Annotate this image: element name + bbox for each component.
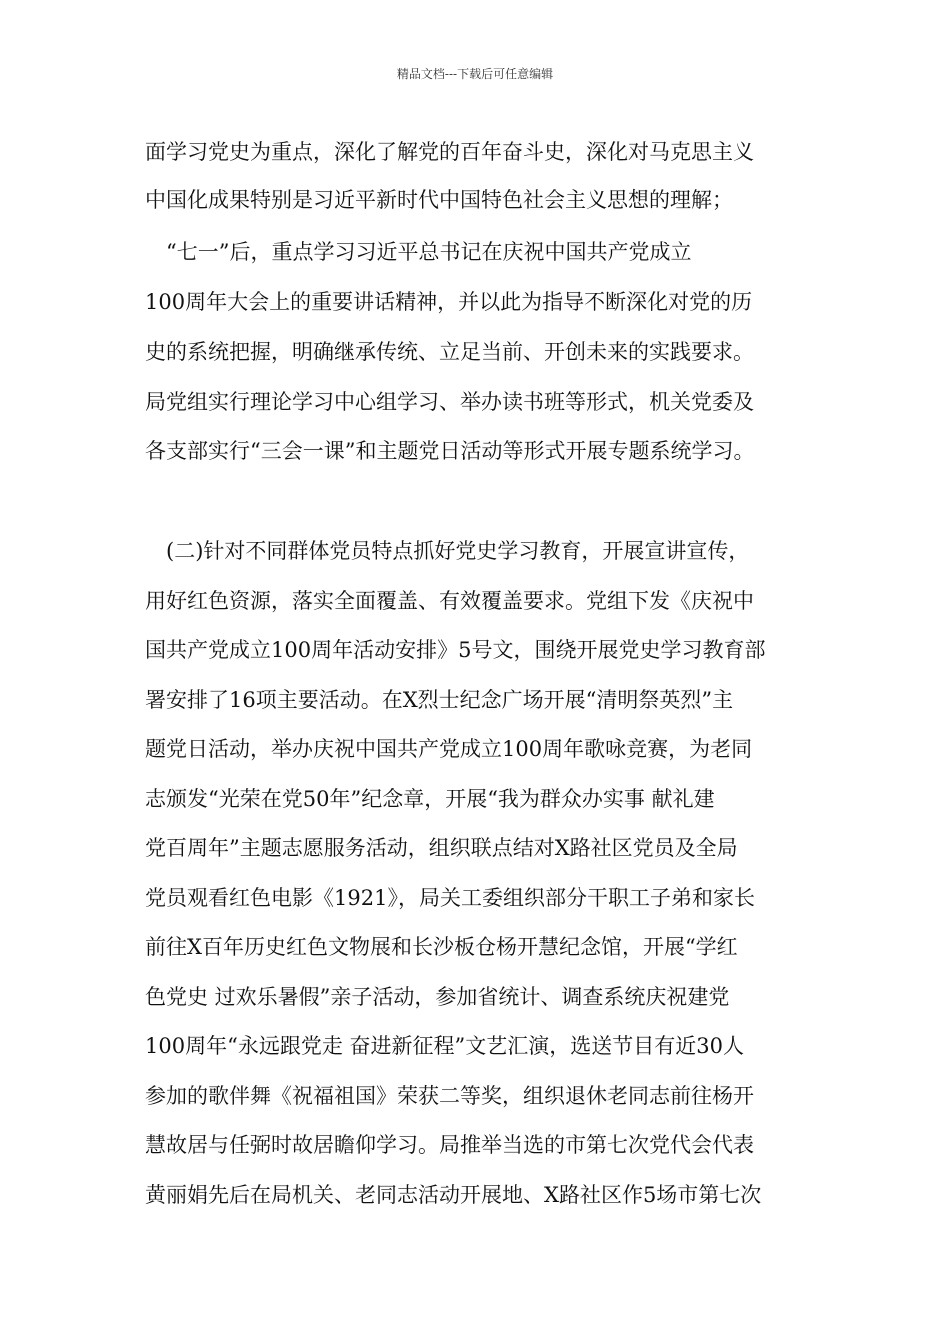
text-line: 参加的歌伴舞《祝福祖国》荣获二等奖，组织退休老同志前往杨开 <box>145 1084 754 1108</box>
text-line: 黄丽娟先后在局机关、老同志活动开展地、X路社区作5场市第七次 <box>145 1183 762 1207</box>
text-line: (二)针对不同群体党员特点抓好党史学习教育，开展宣讲宣传， <box>145 539 750 563</box>
text-line: 署安排了16项主要活动。在X烈士纪念广场开展“清明祭英烈”主 <box>145 688 734 712</box>
text-line: “七一”后，重点学习习近平总书记在庆祝中国共产党成立 <box>145 240 692 264</box>
text-line: 党百周年”主题志愿服务活动，组织联点结对X路社区党员及全局 <box>145 836 738 860</box>
text-line: 前往X百年历史红色文物展和长沙板仓杨开慧纪念馆，开展“学红 <box>145 935 738 959</box>
text-line: 各支部实行“三会一课”和主题党日活动等形式开展专题系统学习。 <box>145 439 755 463</box>
text-line: 局党组实行理论学习中心组学习、举办读书班等形式，机关党委及 <box>145 390 754 414</box>
page-header: 精品文档---下载后可任意编辑 <box>396 67 554 81</box>
text-line: 100周年大会上的重要讲话精神，并以此为指导不断深化对党的历 <box>145 290 753 314</box>
text-line: 用好红色资源，落实全面覆盖、有效覆盖要求。党组下发《庆祝中 <box>145 589 754 613</box>
text-line: 100周年“永远跟党走 奋进新征程”文艺汇演，选送节目有近30人 <box>145 1034 744 1058</box>
text-line: 慧故居与任弼时故居瞻仰学习。局推举当选的市第七次党代会代表 <box>145 1133 754 1157</box>
text-line: 面学习党史为重点，深化了解党的百年奋斗史，深化对马克思主义 <box>145 140 754 164</box>
text-line: 党员观看红色电影《1921》，局关工委组织部分干职工子弟和家长 <box>145 886 755 910</box>
text-line: 志颁发“光荣在党50年”纪念章，开展“我为群众办实事 献礼建 <box>145 787 715 811</box>
text-line: 史的系统把握，明确继承传统、立足当前、开创未来的实践要求。 <box>145 340 754 364</box>
text-line: 色党史 过欢乐暑假”亲子活动，参加省统计、调查系统庆祝建党 <box>145 985 730 1009</box>
text-line: 中国化成果特别是习近平新时代中国特色社会主义思想的理解； <box>145 188 733 212</box>
text-line: 国共产党成立100周年活动安排》5号文，围绕开展党史学习教育部 <box>145 638 766 662</box>
text-line: 题党日活动，举办庆祝中国共产党成立100周年歌咏竞赛，为老同 <box>145 737 753 761</box>
